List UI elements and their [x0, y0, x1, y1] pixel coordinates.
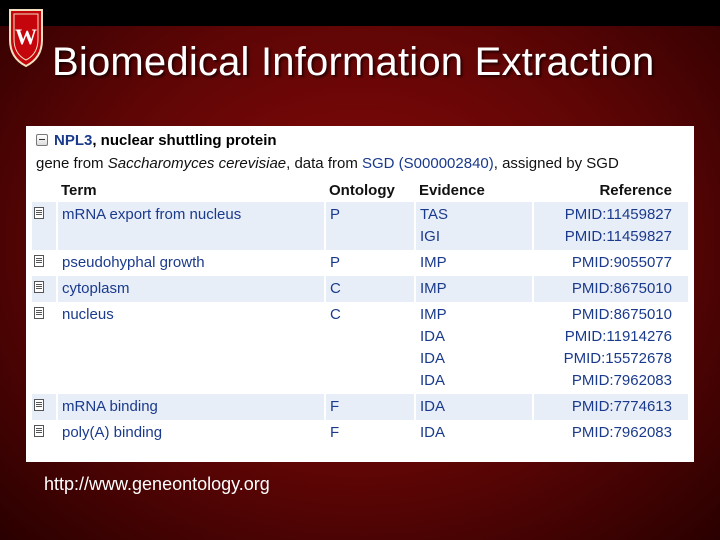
go-annotation-panel — [26, 126, 694, 462]
reference-link[interactable]: PMID:11914276 — [564, 328, 672, 345]
gene-heading — [36, 132, 277, 149]
term-link[interactable]: cytoplasm — [57, 276, 325, 302]
source-url: http://www.geneontology.org — [44, 474, 270, 494]
gene-symbol-link[interactable]: NPL3 — [54, 132, 93, 149]
evidence-code[interactable]: IMP — [420, 280, 447, 297]
document-icon[interactable] — [34, 399, 44, 411]
ontology-cell: P — [325, 202, 415, 250]
ontology-cell: C — [325, 276, 415, 302]
ontology-cell: F — [325, 420, 415, 446]
reference-link[interactable]: PMID:11459827 — [564, 206, 672, 223]
desc-suffix: , assigned by SGD — [493, 155, 619, 172]
header-icon-spacer — [32, 178, 57, 202]
table-row — [32, 250, 688, 276]
go-annotation-table — [32, 178, 688, 446]
desc-prefix: gene from — [36, 155, 108, 172]
reference-link[interactable]: PMID:11459827 — [564, 228, 672, 245]
evidence-code[interactable]: IDA — [420, 424, 446, 441]
term-link[interactable]: poly(A) binding — [57, 420, 325, 446]
university-crest-logo — [6, 4, 46, 70]
table-header-row — [32, 178, 688, 202]
document-icon[interactable] — [34, 207, 44, 219]
reference-link[interactable]: PMID:9055077 — [571, 254, 672, 271]
document-icon[interactable] — [34, 255, 44, 267]
table-row — [32, 276, 688, 302]
term-link[interactable]: pseudohyphal growth — [57, 250, 325, 276]
term-link[interactable]: mRNA export from nucleus — [57, 202, 325, 250]
top-bar — [0, 0, 720, 26]
table-row — [32, 394, 688, 420]
term-link[interactable]: mRNA binding — [57, 394, 325, 420]
reference-link[interactable]: PMID:8675010 — [571, 280, 672, 297]
source-db-link[interactable]: SGD (S000002840) — [362, 155, 494, 172]
term-link[interactable]: nucleus — [57, 302, 325, 394]
evidence-code[interactable]: IDA — [420, 372, 446, 389]
reference-link[interactable]: PMID:15572678 — [563, 350, 672, 367]
slide-title: Biomedical Information Extraction — [52, 40, 655, 84]
reference-link[interactable]: PMID:7962083 — [571, 424, 672, 441]
reference-link[interactable]: PMID:7774613 — [571, 398, 672, 415]
evidence-code[interactable]: IMP — [420, 306, 447, 323]
table-row — [32, 302, 688, 394]
document-icon[interactable] — [34, 307, 44, 319]
evidence-code[interactable]: IGI — [420, 228, 441, 245]
ontology-cell: P — [325, 250, 415, 276]
column-header-reference: Reference — [599, 181, 672, 199]
column-header-ontology: Ontology — [329, 181, 395, 199]
organism-name: Saccharomyces cerevisiae — [107, 155, 287, 172]
ontology-cell: C — [325, 302, 415, 394]
desc-mid: , data from — [286, 155, 362, 172]
ontology-cell: F — [325, 394, 415, 420]
table-row — [32, 202, 688, 250]
document-icon[interactable] — [34, 281, 44, 293]
evidence-code[interactable]: IDA — [420, 328, 446, 345]
document-icon[interactable] — [34, 425, 44, 437]
crest-letter: W — [15, 24, 37, 49]
evidence-code[interactable]: IDA — [420, 350, 446, 367]
evidence-code[interactable]: IMP — [420, 254, 447, 271]
collapse-toggle-icon[interactable] — [36, 134, 48, 146]
column-header-evidence: Evidence — [419, 181, 485, 199]
gene-description — [36, 155, 619, 172]
gene-name: , nuclear shuttling protein — [92, 132, 277, 149]
evidence-code[interactable]: TAS — [420, 206, 449, 223]
evidence-code[interactable]: IDA — [420, 398, 446, 415]
table-row — [32, 420, 688, 446]
reference-link[interactable]: PMID:7962083 — [571, 372, 672, 389]
column-header-term: Term — [61, 181, 97, 199]
reference-link[interactable]: PMID:8675010 — [571, 306, 672, 323]
